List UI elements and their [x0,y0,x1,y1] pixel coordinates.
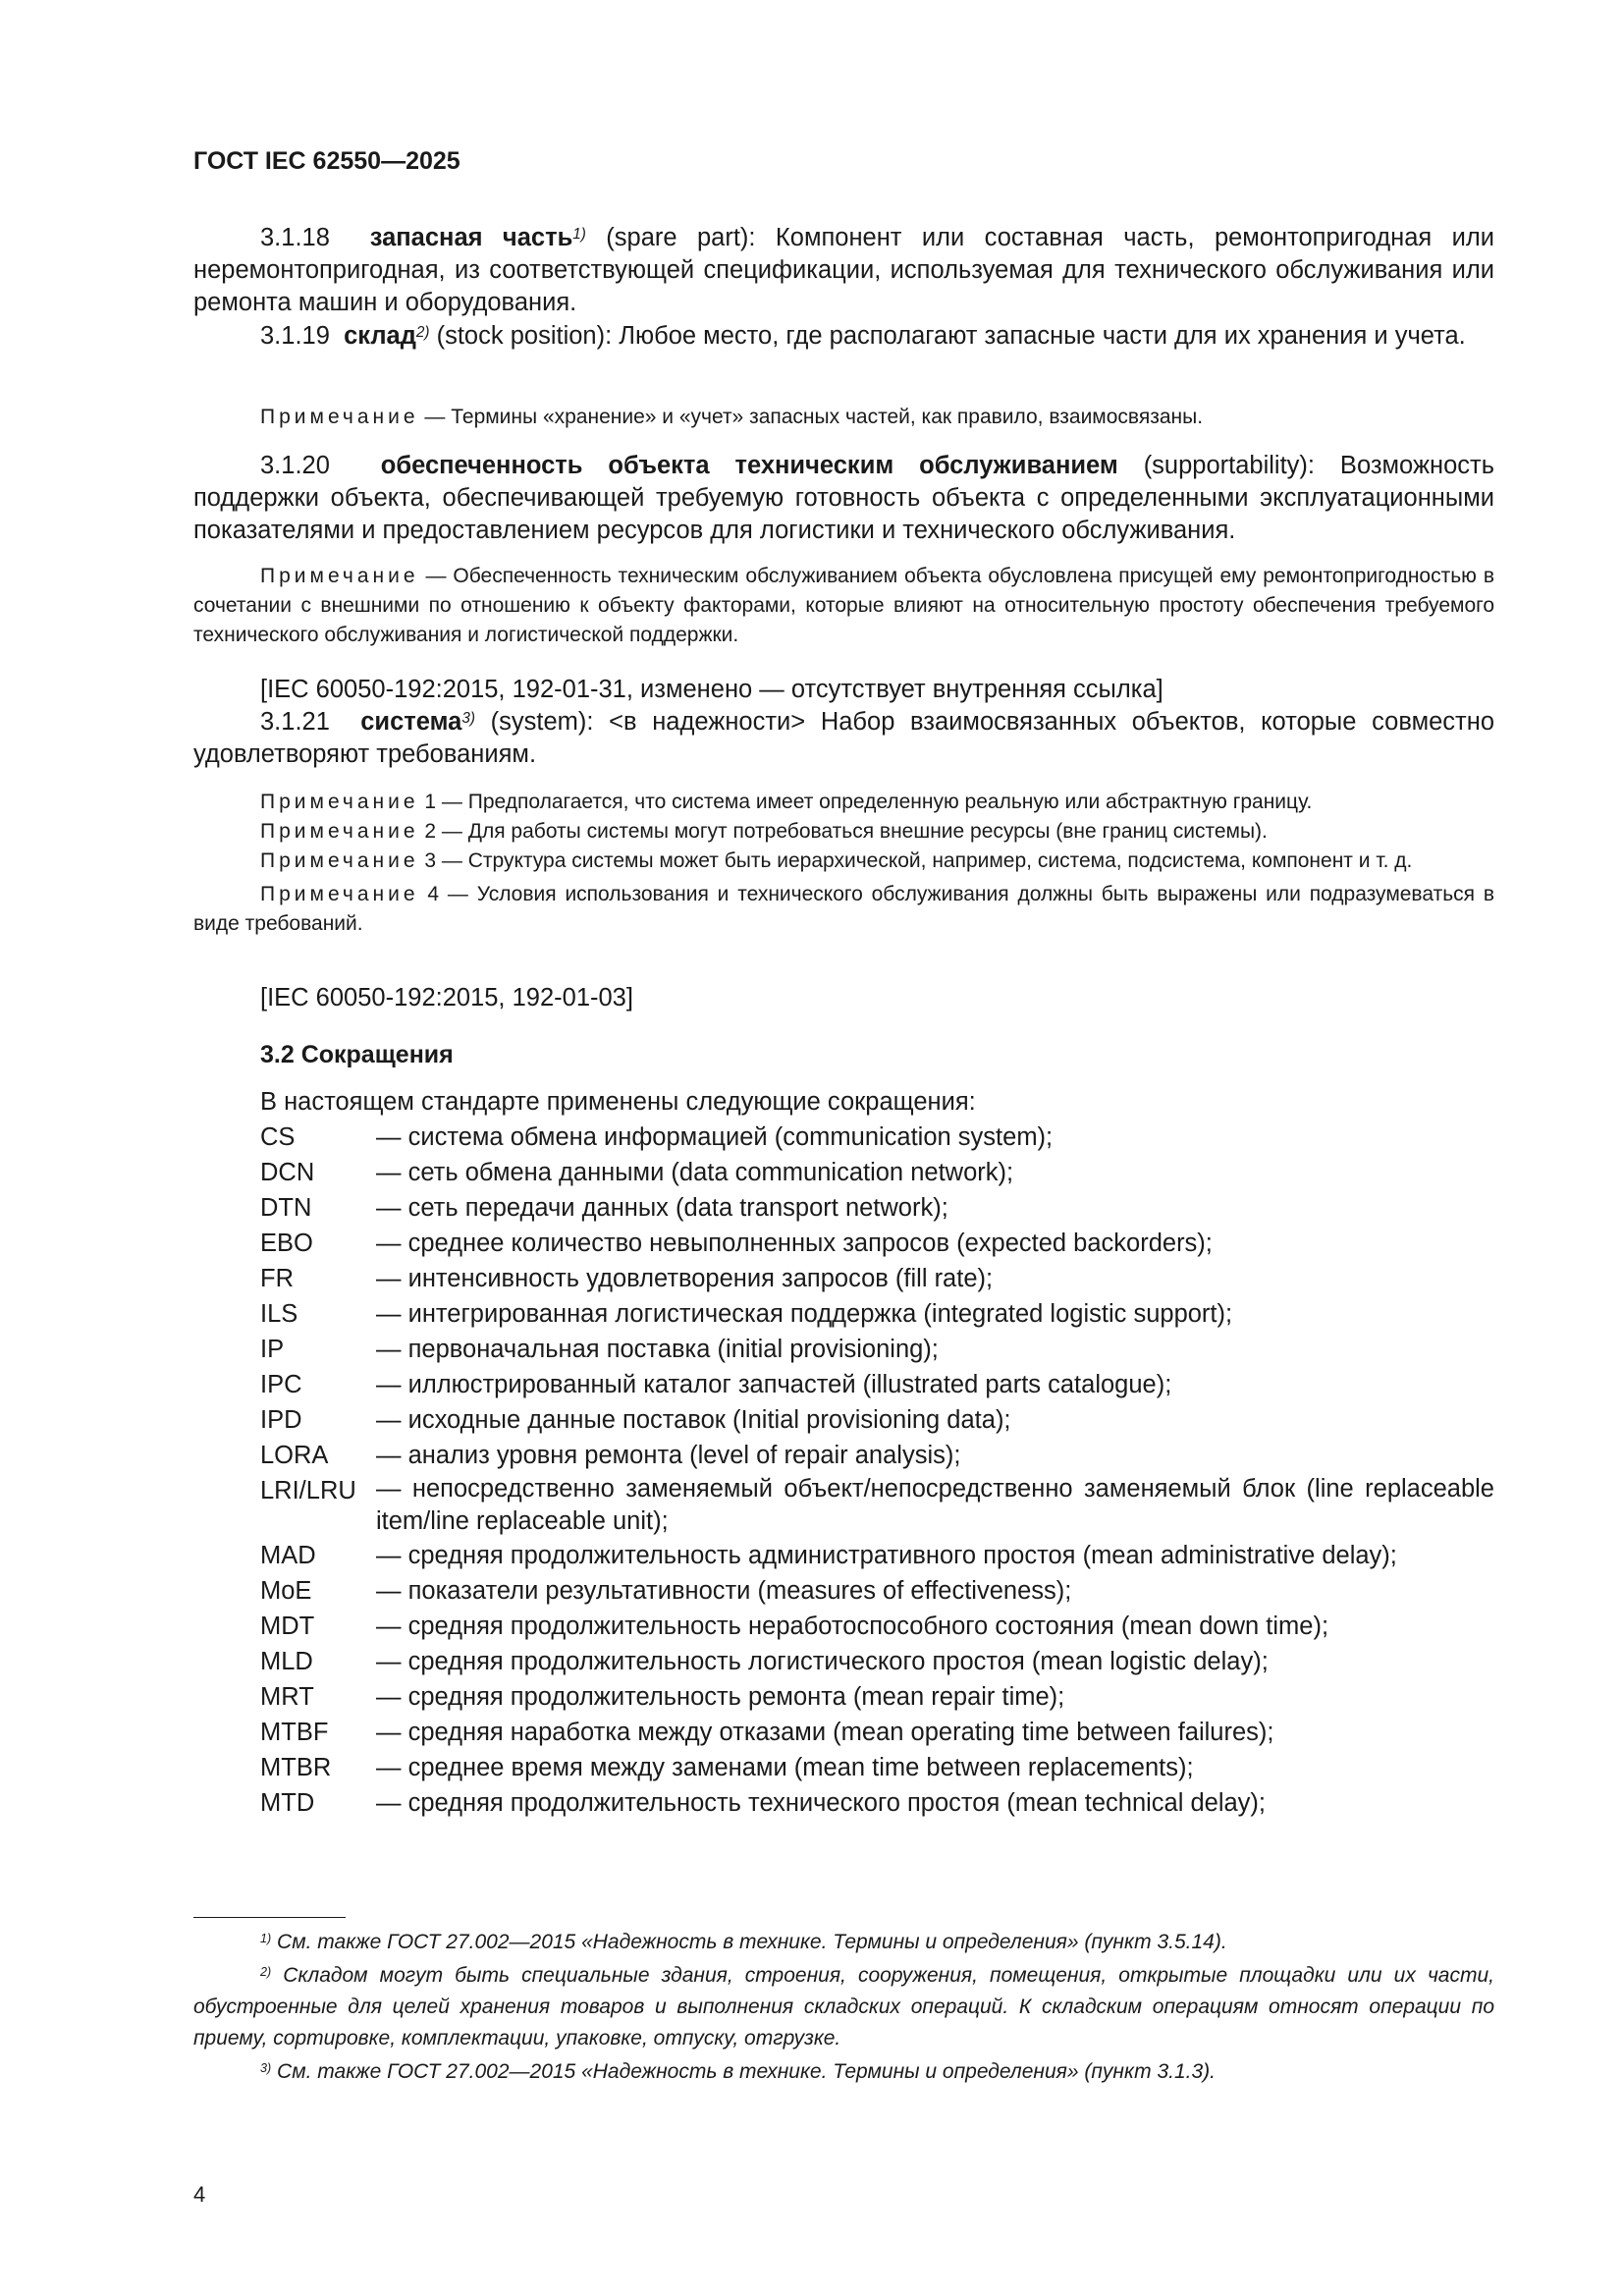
note-label: Примечание [260,565,419,587]
list-item: MDT — средняя продолжительность неработоспособного состояния (mean down time); [260,1613,1329,1640]
term-number: 3.1.21 [260,708,330,736]
list-item: FR — интенсивность удовлетворения запросов (fill rate); [260,1265,994,1292]
page-number: 4 [193,2182,206,2207]
term-3-1-21 [193,706,1494,771]
note-3-1-19 [193,403,1494,432]
term-3-1-19 [193,320,1494,353]
term-name: обеспеченность объекта техническим обслуживанием [380,452,1118,479]
list-item: MoE — показатели результативности (measures of effectiveness); [260,1577,1072,1605]
list-item: MAD — средняя продолжительность административного простоя (mean administrative delay); [260,1542,1397,1569]
note-2: Примечание 2 — Для работы системы могут потребоваться внешние ресурсы (вне границ системы). [260,820,1268,843]
section-3-2-intro: В настоящем стандарте применены следующие сокращения: [260,1088,976,1116]
note-text: — Термины «хранение» и «учет» запасных частей, как правило, взаимосвязаны. [424,406,1204,428]
footnote-1: $^{1)}$ См. также ГОСТ 27.002—2015 «Надежность в технике. Термины и определения» (пункт 3.5.14). [260,1931,1227,1953]
footnote-ref: 1) [572,226,586,243]
term-number: 3.1.20 [260,452,330,479]
footnote-ref: 3) [461,710,475,727]
term-name: запасная часть [369,224,573,251]
list-item: LRI/LRU — непосредственно заменяемый объект/непосредственно заменяемый блок (line replaceable item/line replaceable unit); [260,1475,1494,1535]
list-item: DTN — сеть передачи данных (data transport network); [260,1194,948,1222]
footnote-2: $^{2)}$ Складом могут быть специальные здания, строения, сооружения, помещения, открытые площадки или их части, обустроенные для целей хранения товаров и выполнения складских операций. К складским операциям относят операции по приему, сортировке, комплектации, упаковке, отпуску, отгрузке. [193,1964,1494,2050]
note-3-1-20 [193,562,1494,650]
list-item: MTBF — средняя наработка между отказами (mean operating time between failures); [260,1719,1274,1746]
notes-3-1-21 [193,788,1494,939]
list-item: CS — система обмена информацией (communication system); [260,1123,1054,1151]
abbreviation-list [260,1120,1494,1821]
note-label: Примечание [260,406,419,428]
note-3: Примечание 3 — Структура системы может быть иерархической, например, система, подсистема, компонент и т. д. [260,849,1413,872]
footnote-ref: 2) [415,324,430,341]
list-item: ILS — интегрированная логистическая поддержка (integrated logistic support); [260,1300,1233,1328]
note-4: Примечание 4 — Условия использования и технического обслуживания должны быть выражены или подразумеваться в виде требований. [193,883,1494,935]
list-item: IP — первоначальная поставка (initial provisioning); [260,1336,939,1363]
list-item: IPC — иллюстрированный каталог запчастей (illustrated parts catalogue); [260,1371,1172,1398]
footnote-3: $^{3)}$ См. также ГОСТ 27.002—2015 «Надежность в технике. Термины и определения» (пункт 3.1.3). [260,2060,1216,2083]
footnote-separator [193,1917,346,1918]
source-3-1-21: [IEC 60050-192:2015, 192-01-03] [260,984,633,1011]
term-definition: (stock position): Любое место, где располагают запасные части для их хранения и учета. [436,322,1466,350]
page-header-doc-id: ГОСТ IEC 62550—2025 [193,147,460,175]
footnotes [193,1927,1494,2088]
list-item: IPD — исходные данные поставок (Initial provisioning data); [260,1406,1011,1434]
list-item: LORA — анализ уровня ремонта (level of repair analysis); [260,1442,961,1469]
term-definition: (spare part): Компонент или составная часть, ремонтопригодная или неремонтопригодная, из соответствующей спецификации, используемая для технического обслуживания или ремонта машин и оборудования. [193,224,1495,316]
note-text: — Обеспеченность техническим обслуживанием объекта обусловлена присущей ему ремонтопригодностью в сочетании с внешними по отношению к объекту факторами, которые влияют на относительную простоту обеспечения требуемого технического обслуживания и логистической поддержки. [193,565,1494,646]
term-number: 3.1.19 [260,322,330,350]
note-1: Примечание 1 — Предполагается, что система имеет определенную реальную или абстрактную границу. [260,791,1313,813]
section-3-2-heading: 3.2 Сокращения [260,1041,454,1068]
term-definition: (system): <в надежности> Набор взаимосвязанных объектов, которые совместно удовлетворяют требованиям. [193,708,1494,768]
list-item: MRT — средняя продолжительность ремонта (mean repair time); [260,1683,1065,1711]
term-name: склад [344,322,416,350]
term-3-1-18 [193,222,1494,319]
list-item: EBO — среднее количество невыполненных запросов (expected backorders); [260,1230,1213,1257]
list-item: MTD — средняя продолжительность технического простоя (mean technical delay); [260,1789,1267,1817]
term-3-1-20 [193,450,1494,547]
term-number: 3.1.18 [260,224,330,251]
term-definition: (supportability): Возможность поддержки объекта, обеспечивающей требуемую готовность объекта с определенными эксплуатационными показателями и предоставлением ресурсов для логистики и технического обслуживания. [193,452,1494,544]
list-item: MTBR — среднее время между заменами (mean time between replacements); [260,1754,1194,1781]
source-3-1-20: [IEC 60050-192:2015, 192-01-31, изменено — отсутствует внутренняя ссылка] [260,676,1163,703]
list-item: DCN — сеть обмена данными (data communication network); [260,1159,1014,1186]
list-item: MLD — средняя продолжительность логистического простоя (mean logistic delay); [260,1648,1269,1675]
term-name: система [360,708,462,736]
